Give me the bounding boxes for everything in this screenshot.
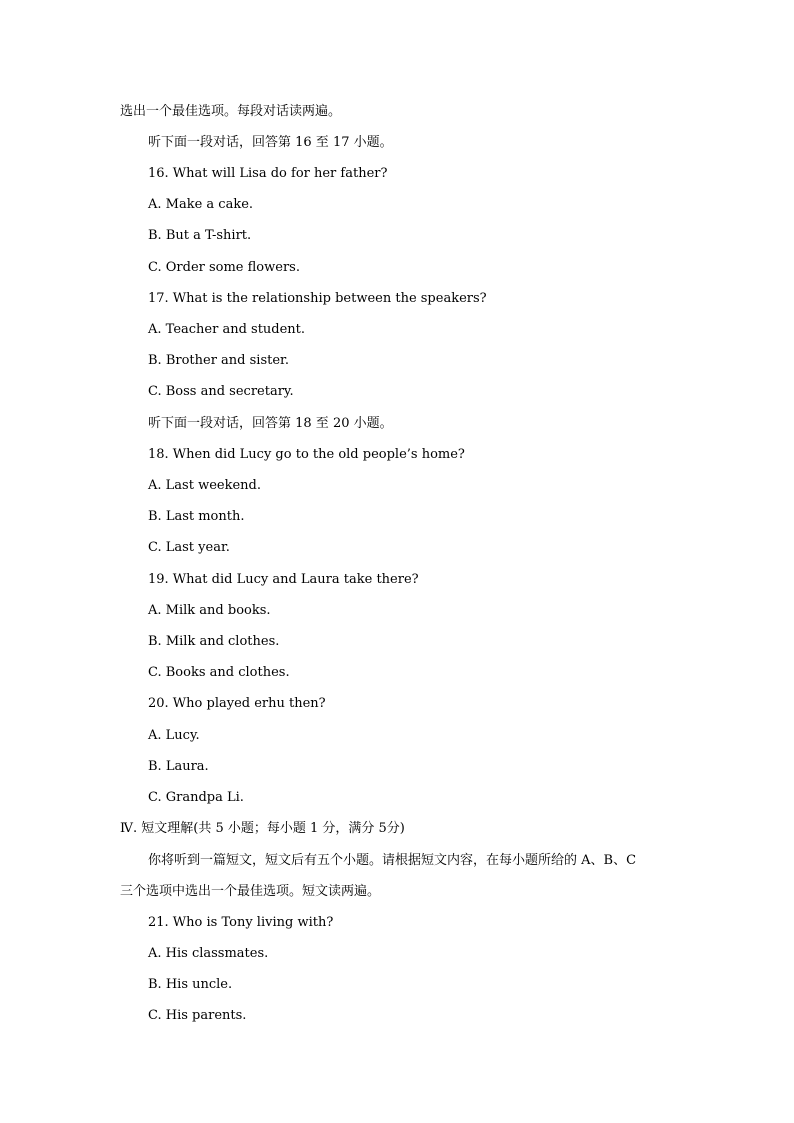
question-18: 18. When did Lucy go to the old people’s home? — [148, 447, 465, 462]
question-21: 21. Who is Tony living with? — [148, 915, 334, 930]
question-16: 16. What will Lisa do for her father? — [148, 166, 388, 181]
option-20-a: A. Lucy. — [148, 728, 200, 743]
paragraph-line: 三个选项中选出一个最佳选项。短文读两遍。 — [120, 884, 381, 899]
question-20: 20. Who played erhu then? — [148, 696, 326, 711]
option-19-a: A. Milk and books. — [148, 603, 271, 618]
option-20-b: B. Laura. — [148, 759, 209, 774]
section-heading: Ⅳ. 短文理解(共 5 小题；每小题 1 分，满分 5分) — [120, 821, 405, 836]
option-18-c: C. Last year. — [148, 540, 230, 555]
option-17-c: C. Boss and secretary. — [148, 384, 294, 399]
option-18-a: A. Last weekend. — [148, 478, 261, 493]
option-19-c: C. Books and clothes. — [148, 665, 290, 680]
option-21-a: A. His classmates. — [148, 946, 269, 961]
instruction-line: 选出一个最佳选项。每段对话读两遍。 — [120, 104, 342, 119]
option-16-b: B. But a T-shirt. — [148, 228, 252, 243]
option-17-a: A. Teacher and student. — [148, 322, 306, 337]
option-21-b: B. His uncle. — [148, 977, 233, 992]
section-instruction: 听下面一段对话，回答第 16 至 17 小题。 — [148, 135, 393, 150]
question-19: 19. What did Lucy and Laura take there? — [148, 572, 419, 587]
option-17-b: B. Brother and sister. — [148, 353, 289, 368]
option-19-b: B. Milk and clothes. — [148, 634, 280, 649]
option-16-c: C. Order some flowers. — [148, 260, 300, 275]
option-16-a: A. Make a cake. — [148, 197, 254, 212]
option-20-c: C. Grandpa Li. — [148, 790, 244, 805]
question-17: 17. What is the relationship between the speakers? — [148, 291, 487, 306]
section-instruction: 听下面一段对话，回答第 18 至 20 小题。 — [148, 416, 393, 431]
option-21-c: C. His parents. — [148, 1008, 247, 1023]
paragraph-line: 你将听到一篇短文，短文后有五个小题。请根据短文内容，在每小题所给的 A、B、C — [148, 853, 637, 868]
option-18-b: B. Last month. — [148, 509, 245, 524]
